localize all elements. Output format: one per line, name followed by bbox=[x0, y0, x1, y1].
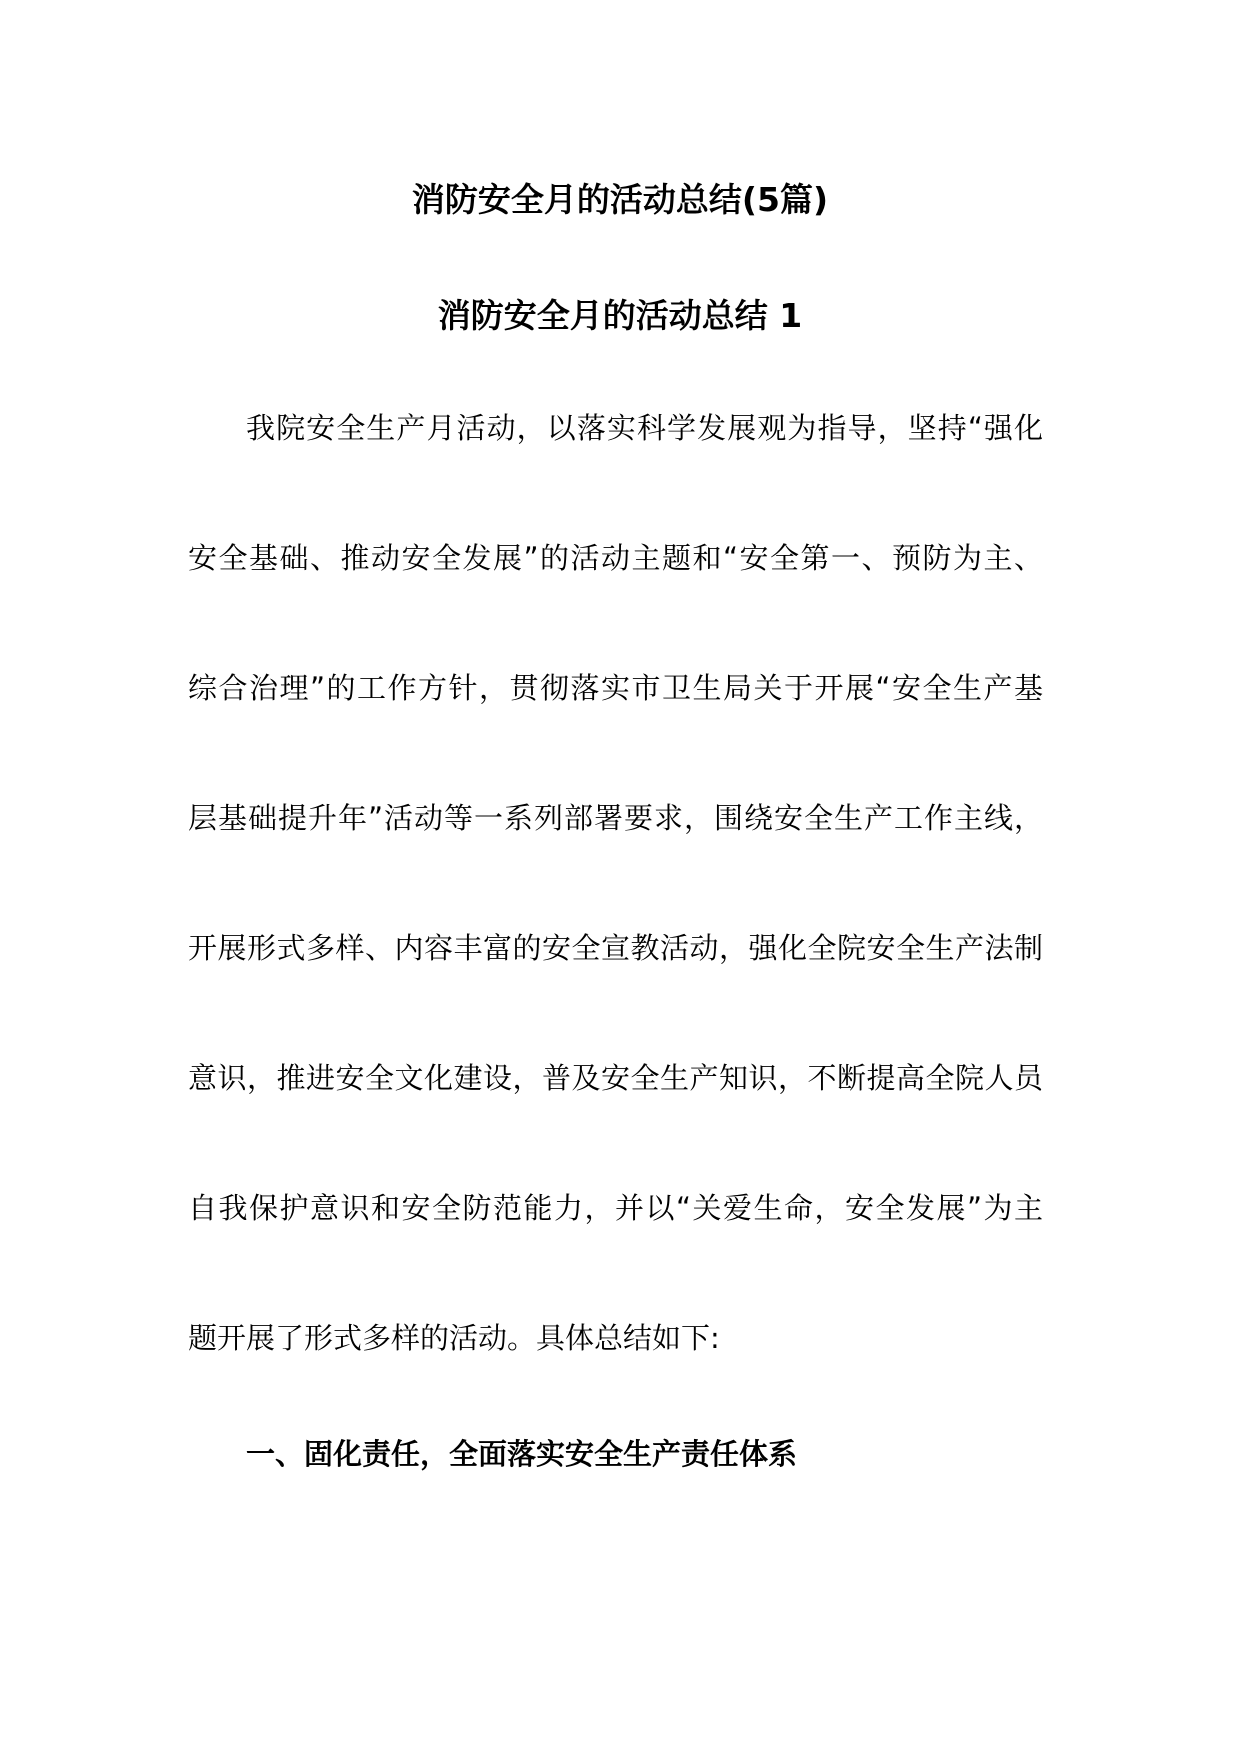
document-subtitle: 消防安全月的活动总结 1 bbox=[437, 296, 803, 335]
paragraph-line: 题开展了形式多样的活动。具体总结如下: bbox=[188, 1321, 720, 1355]
section-heading: 一、固化责任，全面落实安全生产责任体系 bbox=[246, 1437, 798, 1471]
paragraph-line: 层基础提升年”活动等一系列部署要求，围绕安全生产工作主线， bbox=[188, 801, 1043, 835]
paragraph-line: 综合治理”的工作方针，贯彻落实市卫生局关于开展“安全生产基 bbox=[188, 671, 1043, 705]
paragraph-line: 自我保护意识和安全防范能力，并以“关爱生命，安全发展”为主 bbox=[188, 1191, 1043, 1225]
paragraph-line: 开展形式多样、内容丰富的安全宣教活动，强化全院安全生产法制 bbox=[188, 931, 1043, 965]
paragraph-line: 我院安全生产月活动，以落实科学发展观为指导，坚持“强化 bbox=[246, 411, 1043, 445]
paragraph-line: 安全基础、推动安全发展”的活动主题和“安全第一、预防为主、 bbox=[188, 541, 1043, 575]
paragraph-line: 意识，推进安全文化建设，普及安全生产知识，不断提高全院人员 bbox=[188, 1061, 1043, 1095]
document-title: 消防安全月的活动总结(5篇) bbox=[411, 180, 829, 219]
